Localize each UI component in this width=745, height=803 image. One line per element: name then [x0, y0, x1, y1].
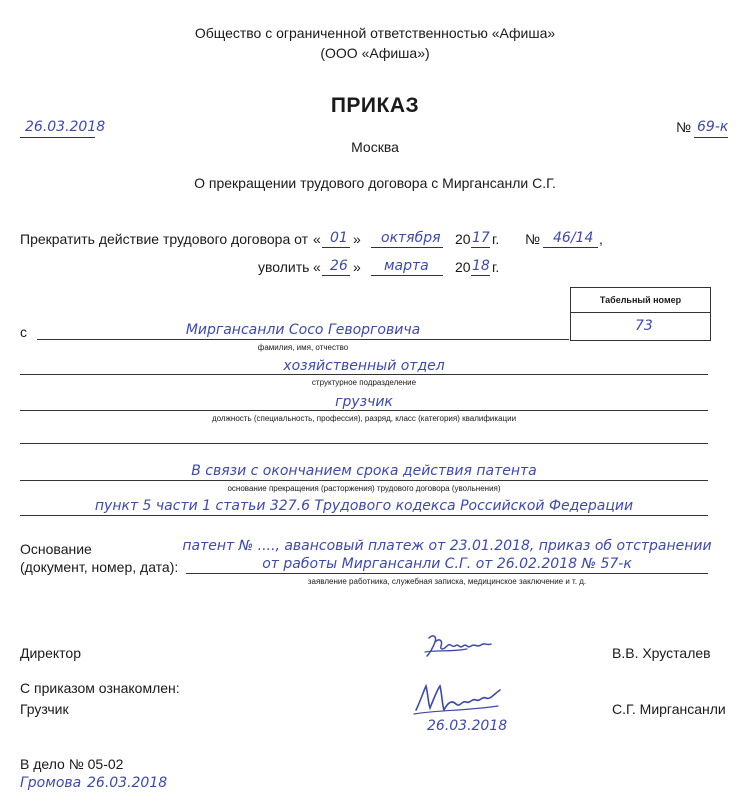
- employee-position: грузчик: [335, 394, 393, 410]
- position-line: [20, 410, 708, 411]
- filing-label: В дело № 05-02: [20, 756, 124, 772]
- order-number-label: №: [676, 119, 692, 135]
- director-signature: [423, 630, 495, 664]
- dismiss-quote-close: »: [353, 259, 361, 275]
- contract-year-suffix: 17: [472, 230, 490, 246]
- contract-day-line: [322, 247, 350, 248]
- article-line: [20, 515, 708, 516]
- order-city: Москва: [351, 139, 399, 155]
- basis-label: Основание: [20, 541, 92, 557]
- dismiss-year-prefix: 20: [455, 259, 471, 275]
- order-date-line: [20, 137, 95, 138]
- acquainted-label: С приказом ознакомлен:: [20, 680, 180, 696]
- basis-caption: заявление работника, служебная записка, медицинское заключение и т. д.: [307, 577, 587, 586]
- dismiss-label: уволить: [258, 259, 310, 275]
- dismiss-year-line: [471, 275, 490, 276]
- acquainted-position: Грузчик: [20, 701, 69, 717]
- dismiss-quote-open: «: [313, 259, 321, 275]
- termination-reason: В связи с окончанием срока действия патента: [191, 463, 537, 479]
- contract-quote-open: «: [313, 231, 321, 247]
- director-name: В.В. Хрусталев: [612, 645, 711, 661]
- contract-month-line: [371, 247, 443, 248]
- tabel-number-header: Табельный номер: [571, 288, 710, 313]
- document-title: ПРИКАЗ: [330, 94, 420, 117]
- filing-date: 26.03.2018: [87, 775, 168, 791]
- contract-number-label: №: [525, 231, 541, 247]
- contract-year-unit: г.: [492, 231, 500, 247]
- department-line: [20, 374, 708, 375]
- employee-name-caption: фамилия, имя, отчество: [257, 343, 349, 352]
- contract-month: октября: [381, 230, 441, 246]
- order-number: 69-к: [697, 119, 729, 135]
- position-extra-line: [20, 443, 708, 444]
- dismiss-year-unit: г.: [492, 259, 500, 275]
- contract-number-line: [543, 247, 598, 248]
- dismiss-month: марта: [384, 258, 429, 274]
- dismiss-month-line: [371, 275, 443, 276]
- contract-day: 01: [330, 230, 348, 246]
- dismiss-day-line: [322, 275, 350, 276]
- basis-line-2: от работы Миргансанли С.Г. от 26.02.2018 № 57-к: [262, 556, 632, 572]
- basis-line: [186, 573, 708, 574]
- basis-line-1: патент № ...., авансовый платеж от 23.01.2018, приказ об отстранении: [182, 538, 712, 554]
- tabel-number-value: 73: [635, 318, 653, 334]
- position-caption: должность (специальность, профессия), разряд, класс (категория) квалификации: [211, 414, 517, 423]
- order-subject: О прекращении трудового договора с Миргансанли С.Г.: [194, 175, 556, 191]
- organization-short-name: (ООО «Афиша»): [320, 45, 430, 61]
- organization-name: Общество с ограниченной ответственностью «Афиша»: [194, 25, 556, 41]
- dismiss-year-suffix: 18: [472, 258, 490, 274]
- employee-name: Миргансанли Сосо Геворговича: [185, 322, 421, 338]
- contract-label: Прекратить действие трудового договора от: [20, 231, 309, 247]
- contract-number: 46/14: [553, 230, 594, 246]
- contract-year-line: [471, 247, 490, 248]
- termination-article: пункт 5 части 1 статьи 327.6 Трудового кодекса Российской Федерации: [94, 498, 634, 514]
- acquainted-name: С.Г. Миргансанли: [612, 701, 726, 717]
- reason-line: [20, 480, 708, 481]
- employee-name-line: [37, 339, 569, 340]
- employee-signature: [412, 680, 508, 720]
- contract-quote-close: »: [353, 231, 361, 247]
- filing-person: Громова: [20, 775, 82, 791]
- director-title: Директор: [20, 645, 81, 661]
- reason-caption: основание прекращения (расторжения) трудового договора (увольнения): [227, 484, 501, 493]
- order-date: 26.03.2018: [25, 119, 106, 135]
- order-number-line: [694, 137, 728, 138]
- basis-label-detail: (документ, номер, дата):: [20, 559, 179, 575]
- contract-comma: ,: [599, 231, 603, 247]
- contract-year-prefix: 20: [455, 231, 471, 247]
- employee-department: хозяйственный отдел: [283, 358, 445, 374]
- tabel-number-box: [570, 287, 711, 341]
- dismiss-day: 26: [330, 258, 348, 274]
- acquainted-date: 26.03.2018: [427, 718, 508, 734]
- employee-prefix: с: [20, 324, 27, 340]
- department-caption: структурное подразделение: [311, 378, 417, 387]
